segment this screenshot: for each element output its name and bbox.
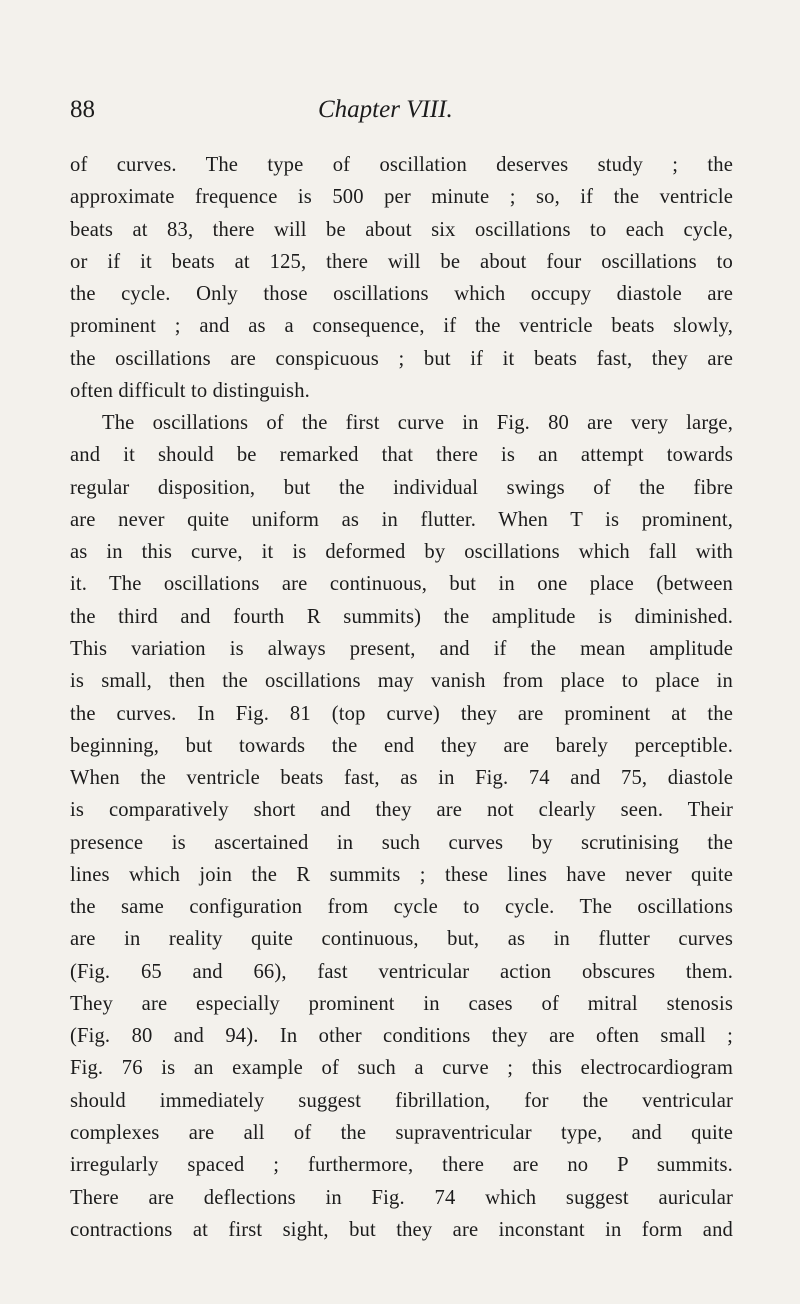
text-line: is comparatively short and they are not clearly seen. Their	[70, 799, 733, 822]
text-line: are never quite uniform as in flutter. When T is prominent,	[70, 508, 733, 531]
text-line: or if it beats at 125, there will be about four oscillations to	[70, 250, 733, 273]
text-line: often difficult to distinguish.	[70, 379, 310, 402]
body-text	[70, 149, 733, 1246]
text-line: contractions at first sight, but they are inconstant in form and	[70, 1218, 733, 1241]
text-line: presence is ascertained in such curves by scrutinising the	[70, 831, 733, 854]
text-line: (Fig. 65 and 66), fast ventricular action obscures them.	[70, 960, 733, 983]
text-line: beats at 83, there will be about six oscillations to each cycle,	[70, 218, 733, 241]
text-line: as in this curve, it is deformed by oscillations which fall with	[70, 541, 733, 564]
text-line: When the ventricle beats fast, as in Fig. 74 and 75, diastole	[70, 767, 733, 790]
text-line: prominent ; and as a consequence, if the ventricle beats slowly,	[70, 315, 733, 338]
page-header	[70, 96, 730, 132]
text-line: Fig. 76 is an example of such a curve ; this electrocardiogram	[70, 1057, 733, 1080]
text-line: beginning, but towards the end they are barely perceptible.	[70, 734, 733, 757]
text-line: They are especially prominent in cases of mitral stenosis	[70, 992, 733, 1015]
text-line: of curves. The type of oscillation deserves study ; the	[70, 154, 733, 176]
text-line: complexes are all of the supraventricular type, and quite	[70, 1121, 733, 1144]
text-line: (Fig. 80 and 94). In other conditions they are often small ;	[70, 1025, 733, 1048]
text-line: the third and fourth R summits) the amplitude is diminished.	[70, 605, 733, 628]
text-line: There are deflections in Fig. 74 which suggest auricular	[70, 1186, 733, 1209]
text-line: regular disposition, but the individual swings of the fibre	[70, 476, 733, 499]
text-line: is small, then the oscillations may vanish from place to place in	[70, 670, 733, 693]
text-line: irregularly spaced ; furthermore, there are no P summits.	[70, 1154, 733, 1177]
text-line: are in reality quite continuous, but, as in flutter curves	[70, 928, 733, 951]
running-head: Chapter VIII.	[318, 96, 453, 123]
text-line: lines which join the R summits ; these lines have never quite	[70, 863, 733, 886]
text-line: and it should be remarked that there is an attempt towards	[70, 444, 733, 467]
text-line: This variation is always present, and if the mean amplitude	[70, 637, 733, 660]
text-line: the same configuration from cycle to cycle. The oscillations	[70, 896, 733, 919]
page-number: 88	[70, 96, 95, 123]
text-line: The oscillations of the first curve in Fig. 80 are very large,	[102, 412, 733, 435]
text-line: the cycle. Only those oscillations which occupy diastole are	[70, 283, 733, 306]
text-line: should immediately suggest fibrillation, for the ventricular	[70, 1089, 733, 1112]
text-line: it. The oscillations are continuous, but in one place (between	[70, 573, 733, 596]
text-line: the oscillations are conspicuous ; but if it beats fast, they are	[70, 347, 733, 370]
text-line: the curves. In Fig. 81 (top curve) they are prominent at the	[70, 702, 733, 725]
text-line: approximate frequence is 500 per minute ; so, if the ventricle	[70, 186, 733, 209]
